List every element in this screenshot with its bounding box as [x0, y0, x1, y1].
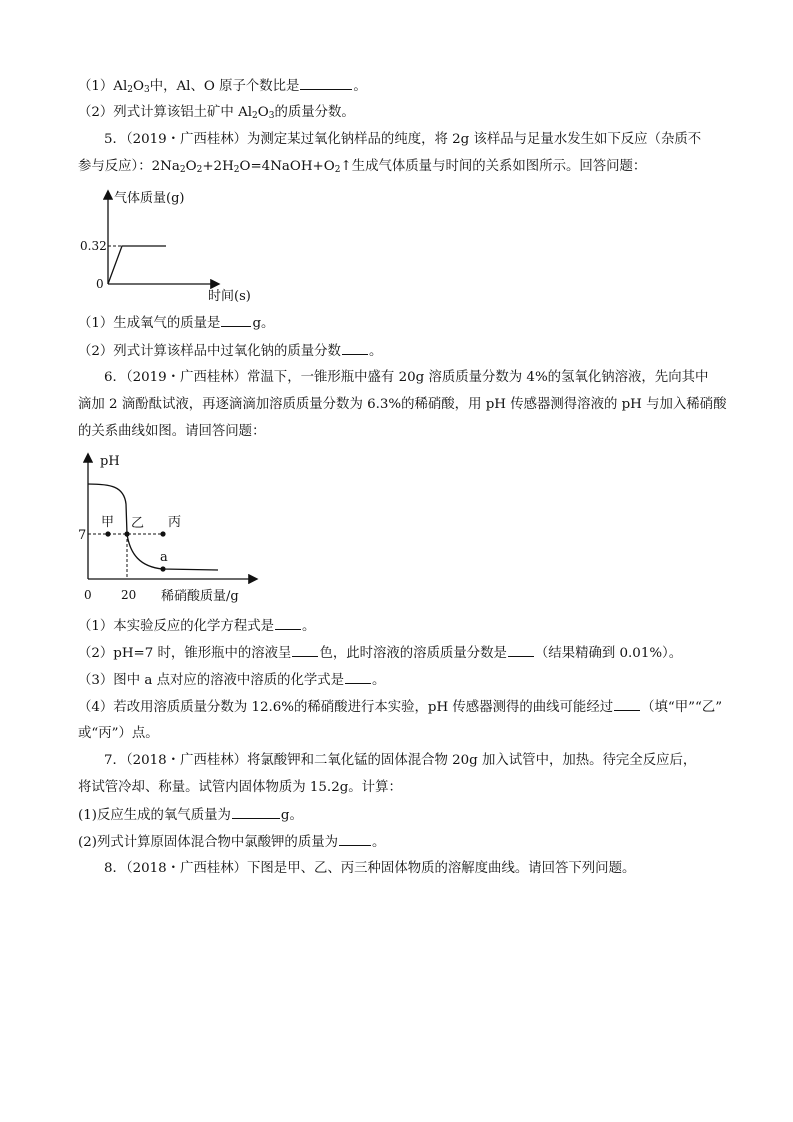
q6-stem-line3: 的关系曲线如图。请回答问题：: [78, 424, 266, 439]
label-yi: 乙: [131, 516, 145, 531]
q7-part1: (1)反应生成的氧气质量为 g。: [78, 808, 303, 823]
q5-stem-line1: 5．（2019・广西桂林）为测定某过氧化钠样品的纯度，将 2g 该样品与足量水发生如下反应（杂质不: [104, 132, 702, 147]
oxygen-mass-graph: [78, 184, 278, 306]
answer-blank[interactable]: [342, 342, 368, 355]
y-tick-label: 7: [78, 528, 87, 543]
y-axis-label: pH: [100, 454, 120, 469]
y-tick-label: 0.32: [80, 239, 107, 253]
origin-label: 0: [84, 588, 92, 602]
x-tick-label: 20: [121, 588, 137, 602]
answer-blank[interactable]: [508, 644, 534, 657]
answer-blank[interactable]: [339, 833, 371, 846]
answer-blank[interactable]: [345, 671, 371, 684]
q6-part3: （3）图中 a 点对应的溶液中溶质的化学式是 。: [78, 673, 386, 688]
q7-part2: (2)列式计算原固体混合物中氯酸钾的质量为 。: [78, 835, 386, 850]
q6-stem-line1: 6．（2019・广西桂林）常温下，一锥形瓶中盛有 20g 溶质质量分数为 4%的氢氧化钠溶液，先向其中: [104, 370, 709, 385]
label-a: a: [160, 550, 168, 565]
point-bing: [160, 531, 165, 536]
answer-blank[interactable]: [300, 77, 352, 90]
label-jia: 甲: [101, 515, 115, 530]
answer-blank[interactable]: [232, 806, 280, 819]
ph-curve-graph: [78, 449, 278, 609]
gas-curve: [108, 246, 166, 284]
answer-blank[interactable]: [614, 698, 640, 711]
q7-stem-line2: 将试管冷却、称量。试管内固体物质为 15.2g。计算：: [78, 780, 402, 795]
q5-stem-line2: 参与反应）：$2Na_2O_2+2H_2O=4NaOH+O_2↑$生成气体质量与时间的关系如图所示。回答问题：: [78, 159, 647, 175]
x-axis-label: 稀硝酸质量/g: [161, 589, 239, 604]
q6-stem-line2: 滴加 2 滴酚酞试液，再逐滴滴加溶质质量分数为 6.3%的稀硝酸，用 pH 传感器测得溶液的 pH 与加入稀硝酸: [78, 397, 727, 412]
q6-part1: （1）本实验反应的化学方程式是 。: [78, 619, 316, 634]
q4-part2: （2）列式计算该铝土矿中 $Al_2O_3$的质量分数。: [78, 105, 355, 121]
y-axis-label: 气体质量(g): [114, 191, 185, 206]
label-bing: 丙: [168, 515, 182, 530]
q6-part4: （4）若改用溶质质量分数为 12.6%的稀硝酸进行本实验，pH 传感器测得的曲线可能经过 （填“甲”“乙”: [78, 700, 723, 715]
origin-label: 0: [96, 277, 104, 291]
answer-blank[interactable]: [275, 617, 301, 630]
point-a: [160, 566, 165, 571]
q6-part2: （2）pH=7 时，锥形瓶中的溶液呈 色，此时溶液的溶质质量分数是 （结果精确到 0.01%）。: [78, 646, 683, 661]
q5-part1: （1）生成氧气的质量是 g。: [78, 316, 275, 331]
q8-stem-line1: 8．（2018・广西桂林）下图是甲、乙、丙三种固体物质的溶解度曲线。请回答下列问题。: [104, 861, 636, 876]
answer-blank[interactable]: [292, 644, 318, 657]
point-yi: [124, 531, 129, 536]
q6-part4-cont: 或“丙”）点。: [78, 726, 159, 741]
point-jia: [105, 531, 110, 536]
x-axis-label: 时间(s): [208, 289, 251, 304]
q4-part1: $(1)Al_2O_3$中，Al、O 原子个数比是 。: [78, 79, 367, 95]
answer-blank[interactable]: [221, 314, 251, 327]
q5-part2: （2）列式计算该样品中过氧化钠的质量分数 。: [78, 344, 383, 359]
q7-stem-line1: 7．（2018・广西桂林）将氯酸钾和二氧化锰的固体混合物 20g 加入试管中，加热。待完全反应后，: [104, 753, 697, 768]
